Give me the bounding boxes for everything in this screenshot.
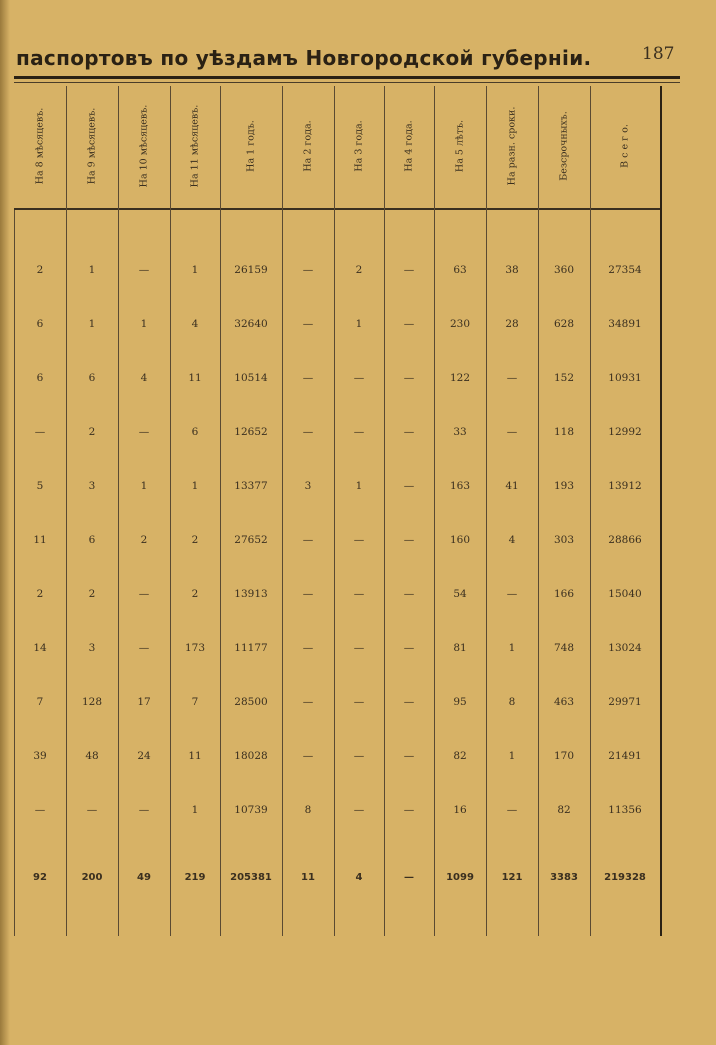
table-cell: 128 — [81, 696, 103, 708]
table-cell: 166 — [553, 588, 575, 600]
table-cell: 12652 — [234, 426, 268, 438]
table-cell: 7 — [36, 696, 44, 708]
table-cell: 10739 — [234, 804, 268, 816]
table-cell: — — [302, 750, 314, 762]
table-cell: 13912 — [608, 480, 642, 492]
table-cell: 15040 — [608, 588, 642, 600]
table-cell: 21491 — [608, 750, 642, 762]
column-header — [170, 86, 220, 206]
table-cell: — — [302, 642, 314, 654]
table-cell: 41 — [505, 480, 519, 492]
total-cell: 200 — [81, 872, 103, 883]
top-rule — [14, 76, 680, 79]
table-cell: — — [302, 534, 314, 546]
table-cell: 1 — [88, 318, 96, 330]
table-cell: 4 — [191, 318, 199, 330]
column-header-label: На 2 года. — [302, 120, 314, 172]
table-cell: 1 — [355, 480, 363, 492]
table-cell: — — [302, 588, 314, 600]
table-cell: 5 — [36, 480, 44, 492]
table-cell: — — [403, 804, 415, 816]
column-header — [118, 86, 170, 206]
table-cell: 8 — [304, 804, 312, 816]
table-cell: 173 — [184, 642, 206, 654]
table-cell: 26159 — [234, 264, 268, 276]
total-cell: 1099 — [446, 872, 474, 883]
table-cell: 34891 — [608, 318, 642, 330]
column-header-label: На 3 года. — [353, 120, 365, 172]
table-cell: 163 — [449, 480, 471, 492]
total-cell: 205381 — [230, 872, 272, 883]
table-cell: 13913 — [234, 588, 268, 600]
table-cell: — — [353, 426, 365, 438]
table-cell: — — [353, 642, 365, 654]
table-cell: — — [403, 264, 415, 276]
table-cell: 28500 — [234, 696, 268, 708]
table-cell: — — [302, 264, 314, 276]
total-cell: 11 — [301, 872, 315, 883]
table-cell: 3 — [88, 480, 96, 492]
column-header-label: На 10 мѣсяцевъ. — [138, 104, 150, 188]
column-header — [334, 86, 384, 206]
table-cell: 1 — [355, 318, 363, 330]
table-cell: 13024 — [608, 642, 642, 654]
table-cell: 360 — [553, 264, 575, 276]
table-cell: 1 — [140, 318, 148, 330]
table-cell: 28866 — [608, 534, 642, 546]
table-cell: 11 — [188, 750, 202, 762]
table-cell: — — [34, 804, 46, 816]
table-cell: 463 — [553, 696, 575, 708]
table-cell: 17 — [137, 696, 151, 708]
table-cell: 28 — [505, 318, 519, 330]
table-cell: 6 — [36, 372, 44, 384]
column-header-label: Безсрочныхъ. — [558, 111, 570, 181]
column-header-label: На 9 мѣсяцевъ. — [86, 107, 98, 185]
column-header — [220, 86, 282, 206]
table-cell: — — [34, 426, 46, 438]
table-cell: — — [138, 426, 150, 438]
table-cell: 39 — [33, 750, 47, 762]
table-cell: — — [353, 804, 365, 816]
table-cell: 170 — [553, 750, 575, 762]
column-header — [434, 86, 486, 206]
table-cell: 230 — [449, 318, 471, 330]
table-cell: 1 — [508, 750, 516, 762]
table-cell: 13377 — [234, 480, 268, 492]
table-cell: 628 — [553, 318, 575, 330]
table-cell: 748 — [553, 642, 575, 654]
table-cell: — — [353, 750, 365, 762]
table-cell: 4 — [140, 372, 148, 384]
top-rule-thin — [14, 82, 680, 83]
table-cell: — — [403, 750, 415, 762]
table-cell: 2 — [36, 588, 44, 600]
table-cell: 1 — [191, 804, 199, 816]
table-cell: 2 — [140, 534, 148, 546]
table-cell: 1 — [508, 642, 516, 654]
column-header-label: На 4 года. — [403, 120, 415, 172]
table-cell: 95 — [453, 696, 467, 708]
table-cell: 4 — [508, 534, 516, 546]
table-cell: 24 — [137, 750, 151, 762]
table-cell: — — [353, 696, 365, 708]
total-cell: 219328 — [604, 872, 646, 883]
table-cell: 6 — [36, 318, 44, 330]
table-cell: 118 — [553, 426, 575, 438]
table-cell: — — [403, 696, 415, 708]
table-cell: 2 — [191, 534, 199, 546]
table-cell: 6 — [88, 534, 96, 546]
table-cell: 54 — [453, 588, 467, 600]
table-cell: 33 — [453, 426, 467, 438]
column-header — [486, 86, 538, 206]
table-cell: 152 — [553, 372, 575, 384]
table-cell: — — [506, 426, 518, 438]
table-cell: 2 — [355, 264, 363, 276]
table-cell: 2 — [36, 264, 44, 276]
table-cell: 193 — [553, 480, 575, 492]
table-cell: — — [138, 804, 150, 816]
column-rule — [660, 86, 662, 936]
table-cell: 11356 — [608, 804, 642, 816]
page-title: паспортовъ по уѣздамъ Новгородской губерніи. — [16, 46, 592, 70]
table-cell: — — [302, 696, 314, 708]
table-cell: 82 — [557, 804, 571, 816]
table-cell: — — [403, 588, 415, 600]
table-cell: 7 — [191, 696, 199, 708]
table-cell: 3 — [304, 480, 312, 492]
table-cell: — — [302, 372, 314, 384]
table-cell: 63 — [453, 264, 467, 276]
table-cell: — — [86, 804, 98, 816]
table-cell: 8 — [508, 696, 516, 708]
table-cell: 11 — [188, 372, 202, 384]
total-cell: 4 — [355, 872, 363, 883]
column-header-label: На 8 мѣсяцевъ. — [34, 107, 46, 185]
column-header — [590, 86, 660, 206]
total-cell: 121 — [501, 872, 523, 883]
table-cell: 82 — [453, 750, 467, 762]
column-header — [538, 86, 590, 206]
table-cell: 27652 — [234, 534, 268, 546]
table-cell: 2 — [88, 588, 96, 600]
column-header — [384, 86, 434, 206]
table-cell: — — [403, 426, 415, 438]
table-cell: 1 — [191, 264, 199, 276]
column-header — [14, 86, 66, 206]
total-cell: 219 — [184, 872, 206, 883]
total-cell: — — [404, 872, 414, 883]
total-cell: 3383 — [550, 872, 578, 883]
table-cell: 14 — [33, 642, 47, 654]
total-cell: 92 — [33, 872, 47, 883]
table-cell: 10931 — [608, 372, 642, 384]
page-edge — [0, 0, 10, 1045]
table-cell: — — [506, 804, 518, 816]
table-cell: — — [403, 318, 415, 330]
column-header-label: В с е г о. — [619, 124, 631, 168]
table-cell: 29971 — [608, 696, 642, 708]
table-cell: 38 — [505, 264, 519, 276]
column-header-label: На 1 годъ. — [245, 120, 257, 172]
table-cell: 6 — [191, 426, 199, 438]
table-cell: 48 — [85, 750, 99, 762]
table-cell: — — [302, 318, 314, 330]
table-cell: 2 — [88, 426, 96, 438]
column-header — [66, 86, 118, 206]
table-cell: 122 — [449, 372, 471, 384]
header-bottom-rule — [14, 208, 660, 210]
table-cell: 27354 — [608, 264, 642, 276]
table-cell: 2 — [191, 588, 199, 600]
table-cell: 11 — [33, 534, 47, 546]
column-header — [282, 86, 334, 206]
page-number: 187 — [642, 44, 675, 64]
table-cell: 160 — [449, 534, 471, 546]
table-cell: — — [403, 372, 415, 384]
total-cell: 49 — [137, 872, 151, 883]
table-cell: 1 — [140, 480, 148, 492]
column-header-label: На разн. сроки. — [506, 106, 518, 186]
table-cell: 32640 — [234, 318, 268, 330]
table-cell: 12992 — [608, 426, 642, 438]
table-cell: — — [138, 588, 150, 600]
table-cell: — — [353, 372, 365, 384]
table-cell: 303 — [553, 534, 575, 546]
table-cell: 18028 — [234, 750, 268, 762]
table-cell: — — [403, 480, 415, 492]
table-cell: 16 — [453, 804, 467, 816]
table-cell: 81 — [453, 642, 467, 654]
table-cell: — — [138, 264, 150, 276]
table-cell: — — [138, 642, 150, 654]
table-cell: 1 — [191, 480, 199, 492]
table-cell: 10514 — [234, 372, 268, 384]
column-header-label: На 5 лѣтъ. — [454, 119, 466, 173]
table-cell: — — [353, 534, 365, 546]
table-cell: — — [302, 426, 314, 438]
table-cell: 6 — [88, 372, 96, 384]
table-cell: 11177 — [234, 642, 268, 654]
table-cell: 3 — [88, 642, 96, 654]
table-cell: 1 — [88, 264, 96, 276]
table-cell: — — [353, 588, 365, 600]
table-cell: — — [403, 534, 415, 546]
table-cell: — — [403, 642, 415, 654]
column-header-label: На 11 мѣсяцевъ. — [189, 104, 201, 188]
table-cell: — — [506, 372, 518, 384]
table-cell: — — [506, 588, 518, 600]
